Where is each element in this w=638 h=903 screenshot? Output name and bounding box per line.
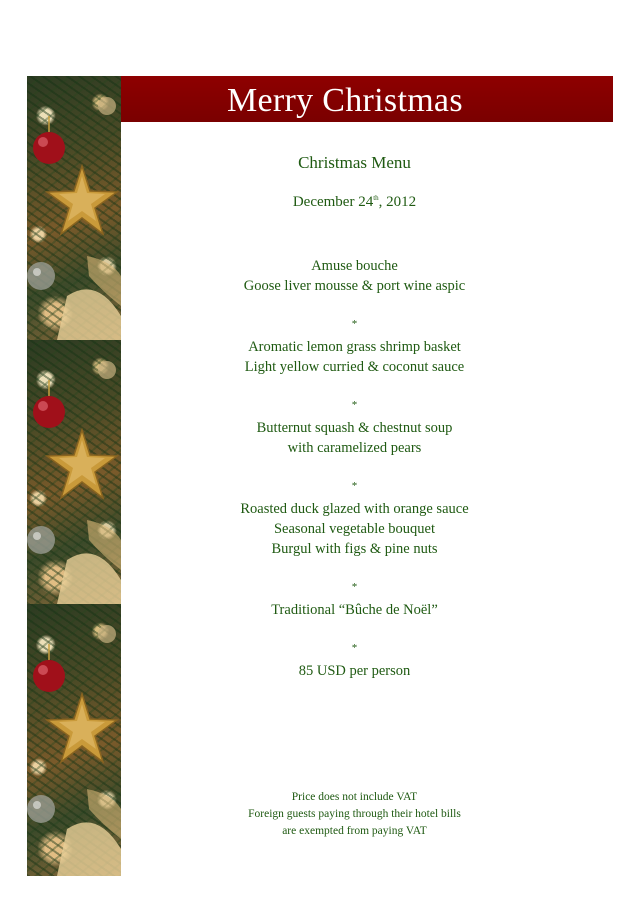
course-amuse-bouche <box>222 256 487 296</box>
date-prefix: December 24 <box>292 194 374 210</box>
course-separator: * <box>351 318 358 330</box>
course-duck <box>222 499 487 559</box>
date-rest: , 2012 <box>378 194 417 210</box>
course-separator: * <box>351 642 358 654</box>
christmas-decoration-strip <box>27 76 121 876</box>
ornament-icon <box>33 116 65 164</box>
menu-date <box>222 192 487 212</box>
vat-note-line: are exempted from paying VAT <box>282 825 427 837</box>
course-line: Aromatic lemon grass shrimp basket <box>248 339 461 355</box>
decoration-panel <box>27 340 121 604</box>
course-line: Light yellow curried & coconut sauce <box>244 359 465 375</box>
ornament-icon <box>33 380 65 428</box>
star-icon <box>47 166 117 234</box>
course-shrimp-basket <box>222 337 487 377</box>
course-line: Goose liver mousse & port wine aspic <box>243 278 466 294</box>
ornament-icon <box>33 644 65 692</box>
course-separator: * <box>351 480 358 492</box>
course-line: Burgul with figs & pine nuts <box>271 541 438 557</box>
course-line: Roasted duck glazed with orange sauce <box>240 501 469 517</box>
course-line: with caramelized pears <box>287 440 422 456</box>
course-line: Seasonal vegetable bouquet <box>273 521 436 537</box>
course-separator: * <box>351 399 358 411</box>
course-separator: * <box>351 581 358 593</box>
course-dessert <box>222 600 487 620</box>
date-suffix: th <box>373 194 379 202</box>
vat-note <box>222 789 487 840</box>
price-line: 85 USD per person <box>298 663 411 679</box>
decoration-panel <box>27 76 121 340</box>
course-line: Butternut squash & chestnut soup <box>256 420 453 436</box>
course-soup <box>222 418 487 458</box>
star-icon <box>47 430 117 498</box>
decoration-panel <box>27 604 121 876</box>
course-line: Traditional “Bûche de Noël” <box>271 602 438 618</box>
vat-note-line: Foreign guests paying through their hotel bills <box>248 808 461 820</box>
menu-price <box>222 661 487 681</box>
course-line: Amuse bouche <box>311 258 398 274</box>
menu-subtitle: Christmas Menu <box>298 153 411 172</box>
vat-note-line: Price does not include VAT <box>291 791 418 803</box>
page-title: Merry Christmas <box>227 82 463 119</box>
star-icon <box>47 694 117 762</box>
